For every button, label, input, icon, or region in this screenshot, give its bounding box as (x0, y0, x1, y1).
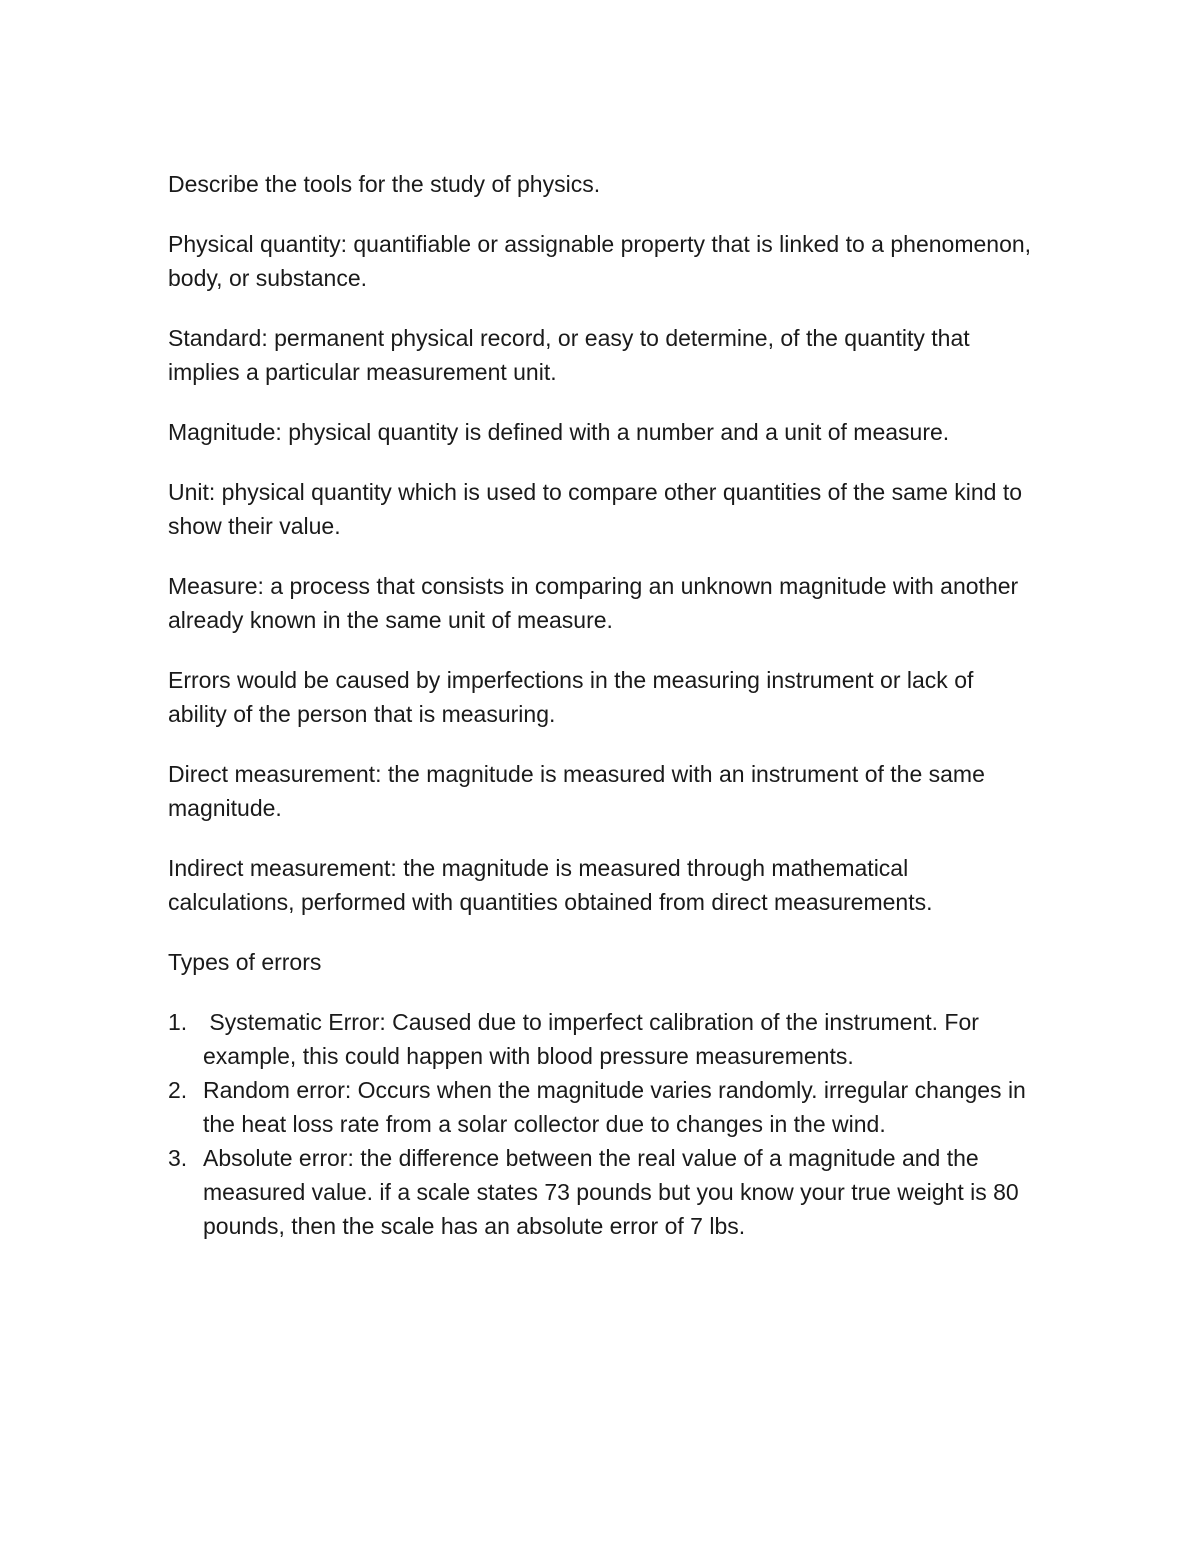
list-item-text: Systematic Error: Caused due to imperfect calibration of the instrument. For example, this could happen with blood pressure measurements. (203, 1009, 986, 1069)
paragraph-measure: Measure: a process that consists in comparing an unknown magnitude with another already known in the same unit of measure. (168, 573, 1019, 633)
paragraph-standard: Standard: permanent physical record, or easy to determine, of the quantity that implies a particular measurement unit. (168, 325, 970, 385)
list-item-text: Absolute error: the difference between the real value of a magnitude and the measured value. if a scale states 73 pounds but you know your true weight is 80 pounds, then the scale has an absolute error of 7 lbs. (203, 1145, 1019, 1239)
document-title: Describe the tools for the study of physics. (168, 171, 601, 197)
paragraph-magnitude: Magnitude: physical quantity is defined with a number and a unit of measure. (168, 419, 950, 445)
errors-heading: Types of errors (168, 949, 322, 975)
list-item (168, 1141, 1038, 1243)
list-item (168, 1073, 1038, 1141)
list-item-number: 3. (168, 1145, 188, 1171)
list-item (168, 1005, 1038, 1073)
list-item-number: 1. (168, 1009, 188, 1035)
paragraph-direct-measurement: Direct measurement: the magnitude is measured with an instrument of the same magnitude. (168, 761, 985, 821)
list-item-number: 2. (168, 1077, 188, 1103)
paragraph-physical-quantity: Physical quantity: quantifiable or assignable property that is linked to a phenomenon, body, or substance. (168, 231, 1032, 291)
error-types-list (168, 1005, 1038, 1243)
paragraph-unit: Unit: physical quantity which is used to compare other quantities of the same kind to show their value. (168, 479, 1023, 539)
paragraph-indirect-measurement: Indirect measurement: the magnitude is measured through mathematical calculations, performed with quantities obtained from direct measurements. (168, 855, 933, 915)
list-item-text: Random error: Occurs when the magnitude varies randomly. irregular changes in the heat loss rate from a solar collector due to changes in the wind. (203, 1077, 1026, 1137)
paragraph-errors: Errors would be caused by imperfections in the measuring instrument or lack of ability of the person that is measuring. (168, 667, 974, 727)
document-body (168, 167, 1038, 1243)
